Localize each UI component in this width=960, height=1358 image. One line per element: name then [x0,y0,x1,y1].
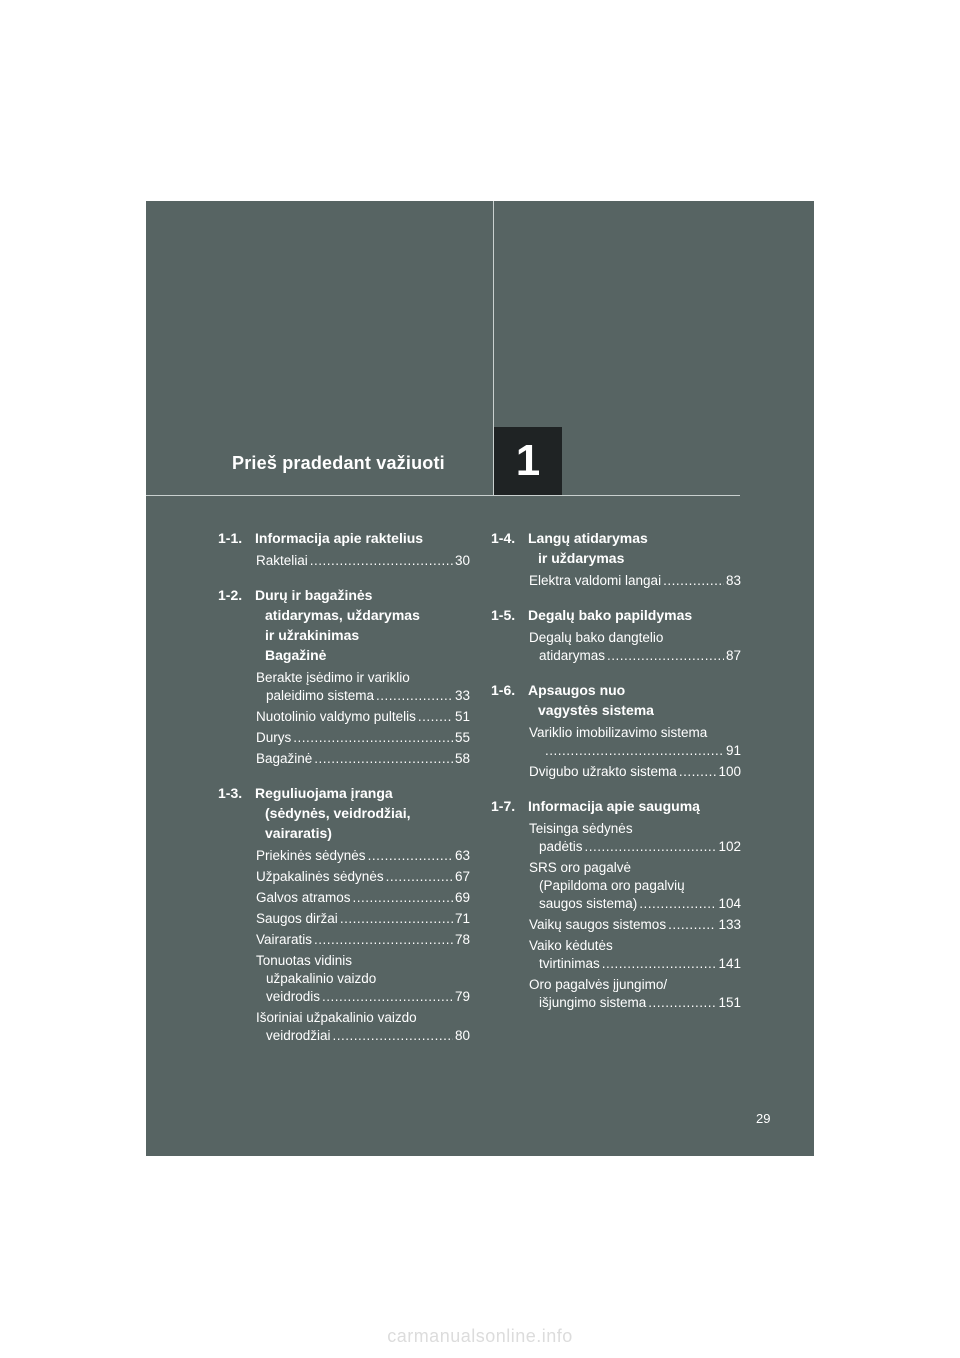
section-title [255,528,470,548]
section-title-line: Informacija apie raktelius [255,530,424,546]
page-ref: 83 [725,573,741,588]
section-title [255,585,470,665]
section-entries [218,847,470,1045]
leader-dots [602,955,717,973]
section-title [528,528,741,568]
page-ref: 91 [725,743,741,758]
entry-text: išjungimo sistema [539,995,647,1010]
page-ref: 67 [454,869,470,884]
page-ref: 71 [454,911,470,926]
toc-entry[interactable] [256,931,470,949]
section-title-line: atidarymas, uždarymas [265,607,420,623]
entry-leader-line [256,847,470,865]
entry-text-line: (Papildoma oro pagalvių [539,878,685,893]
entry-text: Saugos diržai [256,911,338,926]
page-ref: 87 [725,648,741,663]
toc-section [218,528,470,570]
section-number: 1-3. [218,785,243,801]
entry-leader-line [256,750,470,768]
entry-leader-line [256,552,470,570]
entry-text: Vairaratis [256,932,313,947]
toc-entry[interactable] [256,910,470,928]
leader-dots [340,910,453,928]
toc-right-column [491,528,741,1027]
toc-left-column [218,528,470,1060]
section-entries [218,669,470,768]
entry-text-line: SRS oro pagalvė [529,860,632,875]
entry-text: Rakteliai [256,553,308,568]
entry-leader-line [256,1027,470,1045]
toc-section [491,605,741,665]
leader-dots [353,889,453,907]
leader-dots [607,647,724,665]
section-title-line: vairaratis) [265,825,332,841]
toc-entry[interactable] [529,629,741,665]
page-ref: 69 [454,890,470,905]
leader-dots [314,931,453,949]
section-title-line: Apsaugos nuo [528,682,626,698]
entry-text-line: Tonuotas vidinis [256,953,353,968]
toc-entry[interactable] [529,763,741,781]
toc-entry[interactable] [529,724,741,760]
section-heading [491,680,741,720]
section-heading [218,528,470,548]
section-entries [491,724,741,781]
page-ref: 55 [454,730,470,745]
entry-text-line: Išoriniai užpakalinio vaizdo [256,1010,417,1025]
section-entries [491,820,741,1012]
toc-entry[interactable] [529,820,741,856]
entry-leader-line [529,994,741,1012]
entry-leader-line [256,868,470,886]
entry-leader-line [256,729,470,747]
entry-leader-line [529,763,741,781]
chapter-number-box: 1 [494,427,562,495]
entry-leader-line [256,931,470,949]
page-ref: 102 [718,839,741,854]
entry-text-line: Oro pagalvės įjungimo/ [529,977,668,992]
leader-dots [418,708,453,726]
entry-leader-line [529,895,741,913]
section-title-line: Durų ir bagažinės [255,587,373,603]
page-number: 29 [756,1111,771,1126]
entry-leader-line [529,647,741,665]
section-entries [491,572,741,590]
section-title-line: Degalų bako papildymas [528,607,693,623]
toc-section [491,796,741,1012]
leader-dots [333,1027,453,1045]
page-ref: 79 [454,989,470,1004]
toc-section [218,585,470,768]
entry-text: Vaikų saugos sistemos [529,917,667,932]
toc-section [218,783,470,1045]
section-entries [491,629,741,665]
entry-text: Priekinės sėdynės [256,848,366,863]
entry-text-line: užpakalinio vaizdo [266,971,377,986]
chapter-title: Prieš pradedant važiuoti [232,453,445,473]
toc-entry[interactable] [256,847,470,865]
section-number: 1-2. [218,587,243,603]
entry-leader-line [529,838,741,856]
section-title-line: vagystės sistema [538,702,654,718]
entry-leader-line [256,910,470,928]
leader-dots [322,988,453,1006]
page-ref: 58 [454,751,470,766]
section-title [528,605,741,625]
section-title-line: Reguliuojama įranga [255,785,393,801]
entry-text: Užpakalinės sėdynės [256,869,384,884]
toc-entry[interactable] [256,750,470,768]
entry-text-line: Degalų bako dangtelio [529,630,664,645]
toc-entry[interactable] [256,868,470,886]
section-title-line: Langų atidarymas [528,530,648,546]
section-title-line: ir uždarymas [538,550,625,566]
entry-leader-line [529,742,741,760]
entry-text: Durys [256,730,292,745]
toc-entry[interactable] [529,572,741,590]
section-heading [218,783,470,843]
section-title-line: ir užrakinimas [265,627,360,643]
page-ref: 51 [454,709,470,724]
toc-entry[interactable] [256,708,470,726]
entry-leader-line [256,687,470,705]
section-number: 1-5. [491,607,516,623]
page-ref: 80 [454,1028,470,1043]
entry-text: paleidimo sistema [266,688,375,703]
page-ref: 100 [718,764,741,779]
section-number: 1-6. [491,682,516,698]
page-ref: 104 [718,896,741,911]
section-heading [491,528,741,568]
entry-leader-line [256,889,470,907]
entry-leader-line [529,955,741,973]
section-number: 1-7. [491,798,516,814]
leader-dots [668,916,716,934]
toc-entry[interactable] [256,1009,470,1045]
section-title-line: Informacija apie saugumą [528,798,700,814]
entry-text-line: Variklio imobilizavimo sistema [529,725,708,740]
section-title [528,796,741,816]
chapter-panel [146,201,814,1156]
page-ref: 63 [454,848,470,863]
toc-entry[interactable] [256,952,470,1006]
leader-dots [386,868,453,886]
leader-dots [368,847,453,865]
toc-section [491,528,741,590]
toc-entry[interactable] [256,552,470,570]
section-title [255,783,470,843]
divider-horizontal [146,495,740,496]
entry-text: atidarymas [539,648,606,663]
section-number: 1-1. [218,530,243,546]
entry-leader-line [256,988,470,1006]
page-ref: 33 [454,688,470,703]
entry-text: Galvos atramos [256,890,351,905]
page-ref: 30 [454,553,470,568]
entry-text: saugos sistema) [539,896,638,911]
toc-section [491,680,741,781]
leader-dots [376,687,453,705]
toc-entry[interactable] [529,937,741,973]
leader-dots [310,552,453,570]
entry-leader-line [529,572,741,590]
entry-text: veidrodis [266,989,321,1004]
leader-dots [293,729,453,747]
leader-dots [585,838,717,856]
entry-text: Elektra valdomi langai [529,573,662,588]
leader-dots [648,994,716,1012]
toc-entry[interactable] [256,889,470,907]
entry-text-line: Berakte įsėdimo ir variklio [256,670,410,685]
toc-entry[interactable] [256,669,470,705]
toc-entry[interactable] [256,729,470,747]
section-heading [491,796,741,816]
page-ref: 141 [718,956,741,971]
toc-entry[interactable] [529,976,741,1012]
leader-dots [679,763,717,781]
toc-entry[interactable] [529,859,741,913]
entry-text: veidrodžiai [266,1028,331,1043]
entry-text-line: Vaiko kėdutės [529,938,613,953]
entry-text: Nuotolinio valdymo pultelis [256,709,416,724]
leader-dots [663,572,724,590]
toc-entry[interactable] [529,916,741,934]
section-title [528,680,741,720]
page-ref: 151 [718,995,741,1010]
entry-text-line: Teisinga sėdynės [529,821,633,836]
page-ref: 78 [454,932,470,947]
entry-text: Dvigubo užrakto sistema [529,764,677,779]
leader-dots [639,895,716,913]
entry-leader-line [256,708,470,726]
section-heading [491,605,741,625]
entry-text: tvirtinimas [539,956,600,971]
page-ref: 133 [718,917,741,932]
entry-text: padėtis [539,839,583,854]
section-heading [218,585,470,665]
entry-text: Bagažinė [256,751,313,766]
entry-leader-line [529,916,741,934]
section-entries [218,552,470,570]
section-title-line: Bagažinė [265,647,327,663]
section-number: 1-4. [491,530,516,546]
leader-dots [545,742,724,760]
section-title-line: (sėdynės, veidrodžiai, [265,805,411,821]
leader-dots [314,750,453,768]
watermark: carmanualsonline.info [387,1326,573,1346]
